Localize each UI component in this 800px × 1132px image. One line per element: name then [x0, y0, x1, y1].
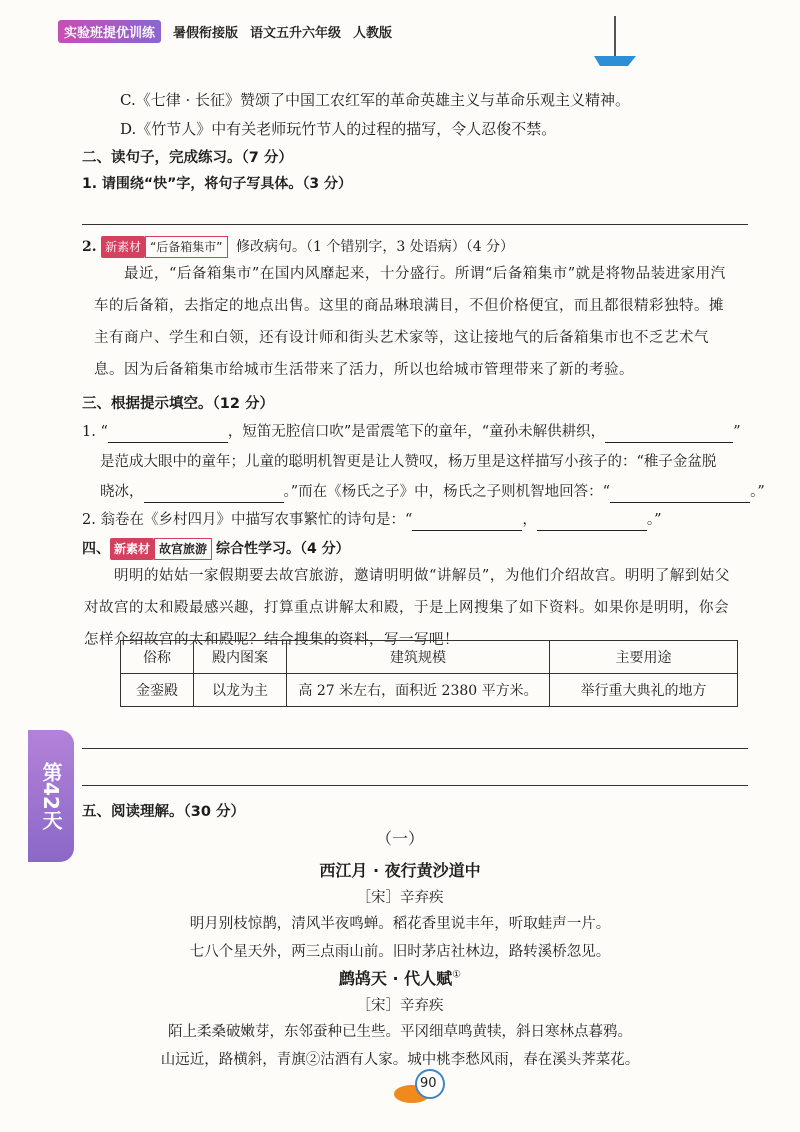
section2-q1: 1. 请围绕“快”字，将句子写具体。（3 分）	[82, 176, 352, 192]
heading-number: 四、	[82, 541, 110, 557]
palace-info-table	[120, 640, 738, 707]
section2-q2	[82, 236, 514, 258]
table-cell: 金銮殿	[121, 674, 194, 707]
page-number-badge	[390, 1068, 470, 1108]
table-row	[121, 674, 738, 707]
blank-field[interactable]	[537, 510, 647, 531]
poem2-title-wrap	[0, 966, 800, 989]
section3-q1-line3	[100, 482, 765, 503]
heading-text: 综合性学习。（4 分）	[216, 541, 350, 557]
q2-number: 2.	[82, 239, 97, 255]
table-header-row	[121, 641, 738, 674]
footnote-mark: ①	[452, 969, 462, 981]
poem2-author: ［宋］辛弃疾	[356, 998, 444, 1014]
section3-q1-line2: 是范成大眼中的童年；儿童的聪明机智更是让人赞叹，杨万里是这样描写小孩子的：“稚子金盆脱	[100, 454, 717, 470]
table-header: 建筑规模	[287, 641, 550, 674]
blank-field[interactable]	[144, 482, 284, 503]
table-cell: 高 27 米左右，面积近 2380 平方米。	[287, 674, 550, 707]
text-fragment: 2. 翁卷在《乡村四月》中描写农事繁忙的诗句是：“	[82, 512, 413, 528]
edition-label: 暑假衔接版	[173, 26, 239, 41]
poem1-author: ［宋］辛弃疾	[356, 890, 444, 906]
series-logo: 实验班提优训练	[58, 20, 161, 43]
table-header: 殿内图案	[194, 641, 287, 674]
grade-label: 语文五升六年级	[250, 26, 342, 41]
topic-tag: “后备箱集市”	[145, 236, 227, 258]
section2-heading: 二、读句子，完成练习。（7 分）	[82, 150, 293, 166]
poem2-line2: 山远近，路横斜，青旗②沽酒有人家。城中桃李愁风雨，春在溪头荠菜花。	[160, 1052, 640, 1068]
answer-line	[82, 785, 748, 786]
text-fragment: 。”	[646, 512, 662, 528]
option-c: C.《七律 · 长征》赞颂了中国工农红军的革命英雄主义与革命乐观主义精神。	[120, 91, 631, 109]
section5-heading: 五、阅读理解。（30 分）	[82, 804, 245, 820]
blank-field[interactable]	[412, 510, 522, 531]
option-d: D.《竹节人》中有关老师玩竹节人的过程的描写，令人忍俊不禁。	[120, 120, 557, 138]
reading-part: （一）	[375, 829, 424, 848]
text-fragment: ，短笛无腔信口吹”是雷震笔下的童年，“童孙未解供耕织，	[227, 424, 606, 440]
text-fragment: ”	[733, 424, 741, 440]
table-header: 主要用途	[550, 641, 738, 674]
new-material-tag: 新素材	[110, 538, 154, 560]
poem1-line1: 明月别枝惊鹊，清风半夜鸣蝉。稻花香里说丰年，听取蛙声一片。	[189, 916, 611, 932]
section2-paragraph: 最近，“后备箱集市”在国内风靡起来，十分盛行。所谓“后备箱集市”就是将物品装进家用汽车的后备箱，去指定的地点出售。这里的商品琳琅满目，不但价格便宜，而且都很精彩独特。摊主有商户、学生和白领，还有设计师和街头艺术家等，这让接地气的后备箱集市也不乏艺术气息。因为后备箱集市给城市生活带来了活力，所以也给城市管理带来了新的考验。	[94, 266, 726, 378]
table-header: 俗称	[121, 641, 194, 674]
answer-line	[82, 748, 748, 749]
page-number: 90	[420, 1076, 437, 1091]
blank-field[interactable]	[108, 422, 228, 443]
text-fragment: ，	[522, 512, 537, 528]
q2-instruction: 修改病句。（1 个错别字，3 处语病）（4 分）	[235, 239, 515, 255]
page-header	[58, 20, 392, 43]
topic-tag: 故宫旅游	[154, 538, 212, 560]
blank-field[interactable]	[610, 482, 750, 503]
text-fragment: 。”	[750, 484, 765, 500]
blank-field[interactable]	[605, 422, 733, 443]
text-fragment: 晓冰，	[100, 484, 144, 500]
boat-icon	[588, 14, 642, 70]
section3-q2	[82, 510, 662, 531]
poem2-title: 鹧鸪天 · 代人赋	[338, 969, 453, 988]
new-material-tag: 新素材	[101, 236, 145, 258]
section3-q1-line1	[82, 422, 741, 443]
poem1-line2: 七八个星天外，两三点雨山前。旧时茅店社林边，路转溪桥忽见。	[189, 944, 611, 960]
day-side-tab: 第42天	[28, 730, 74, 862]
answer-line	[82, 224, 748, 225]
text-fragment: 。”而在《杨氏之子》中，杨氏之子则机智地回答：“	[283, 484, 611, 500]
table-cell: 举行重大典礼的地方	[550, 674, 738, 707]
publisher-label: 人教版	[353, 26, 393, 41]
poem1-title: 西江月 · 夜行黄沙道中	[319, 861, 481, 880]
section4-heading	[82, 538, 350, 560]
poem2-line1: 陌上柔桑破嫩芽，东邻蚕种已生些。平冈细草鸣黄犊，斜日寒林点暮鸦。	[168, 1024, 632, 1040]
text-fragment: 1. “	[82, 424, 108, 440]
section4-paragraph: 明明的姑姑一家假期要去故宫旅游，邀请明明做“讲解员”，为他们介绍故宫。明明了解到姑父对故宫的太和殿最感兴趣，打算重点讲解太和殿，于是上网搜集了如下资料。如果你是明明，你会怎样介绍故宫的太和殿呢？结合搜集的资料，写一写吧！	[84, 568, 730, 648]
table-cell: 以龙为主	[194, 674, 287, 707]
section3-heading: 三、根据提示填空。（12 分）	[82, 396, 274, 412]
